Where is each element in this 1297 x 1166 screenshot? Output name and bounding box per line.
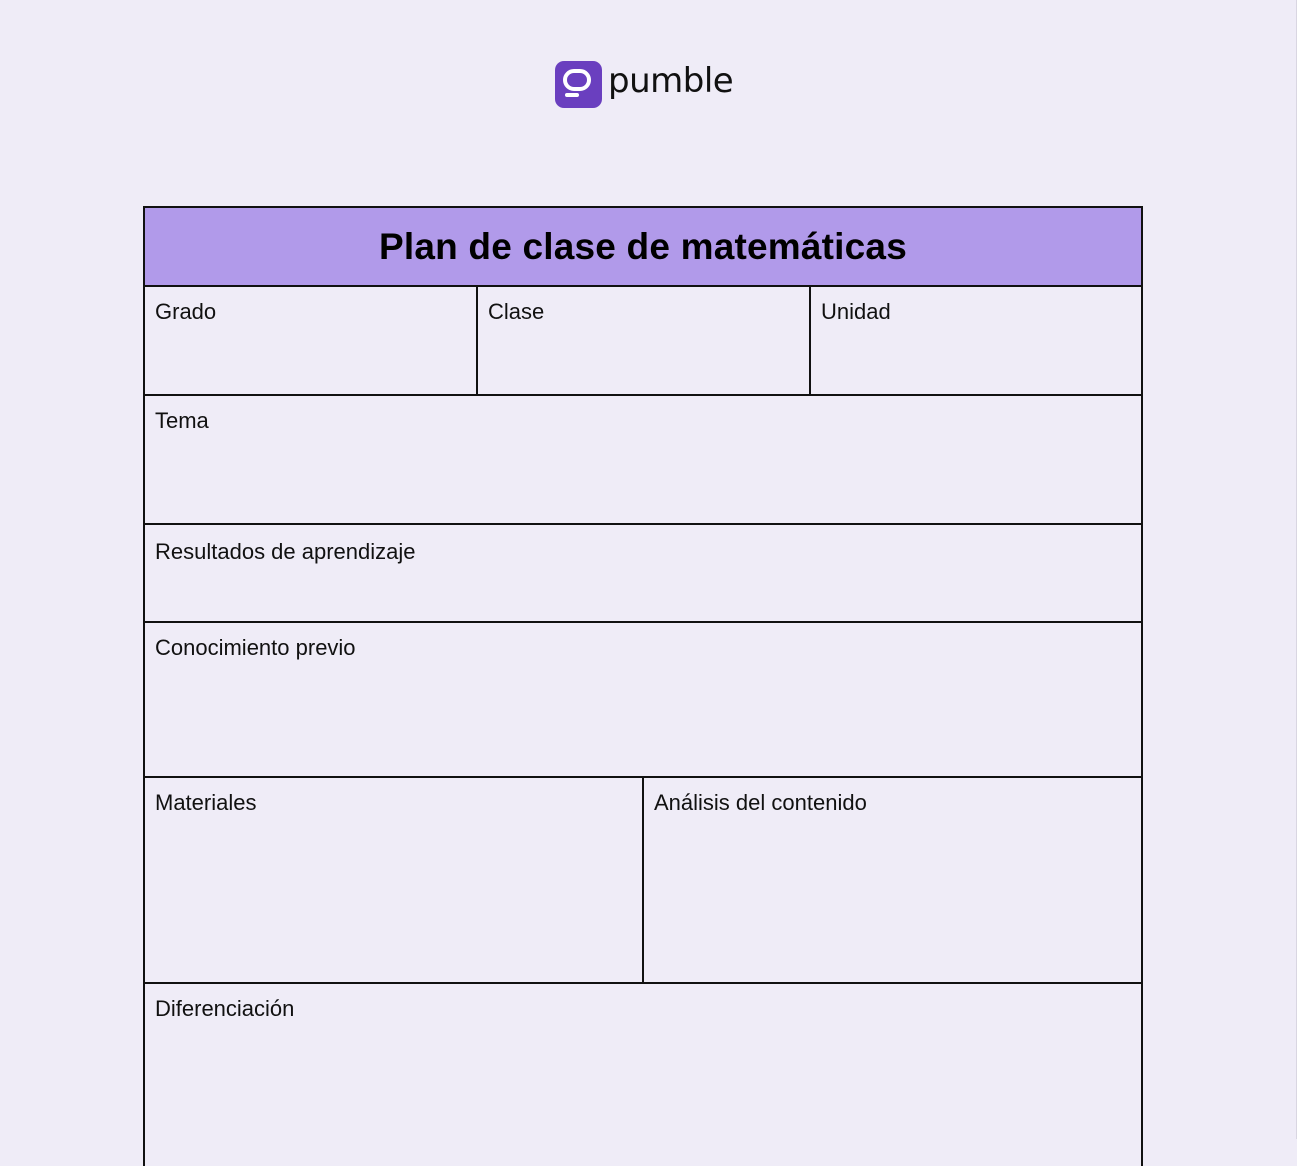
topic-field[interactable]: [145, 396, 1141, 523]
materials-label: Materiales: [155, 790, 257, 815]
form-title: Plan de clase de matemáticas: [379, 225, 907, 267]
differentiation-label: Diferenciación: [155, 996, 295, 1021]
content-analysis-field[interactable]: [644, 778, 1141, 982]
pumble-logo-icon: [555, 61, 602, 108]
learning-outcomes-label: Resultados de aprendizaje: [155, 539, 416, 564]
topic-label: Tema: [155, 408, 209, 433]
differentiation-field[interactable]: [145, 984, 1141, 1164]
grade-field[interactable]: [145, 287, 476, 394]
brand-name: pumble: [608, 61, 734, 101]
prior-knowledge-label: Conocimiento previo: [155, 635, 356, 660]
class-field[interactable]: [478, 287, 809, 394]
class-label: Clase: [488, 299, 545, 324]
content-analysis-label: Análisis del contenido: [654, 790, 867, 815]
pumble-logo: [555, 61, 733, 108]
grade-label: Grado: [155, 299, 217, 324]
unit-label: Unidad: [821, 299, 891, 324]
prior-knowledge-field[interactable]: [145, 623, 1141, 776]
form-header: [145, 208, 1141, 287]
materials-field[interactable]: [145, 778, 642, 982]
learning-outcomes-field[interactable]: [145, 525, 1141, 621]
unit-field[interactable]: [811, 287, 1141, 394]
lesson-plan-form: [143, 206, 1143, 1166]
